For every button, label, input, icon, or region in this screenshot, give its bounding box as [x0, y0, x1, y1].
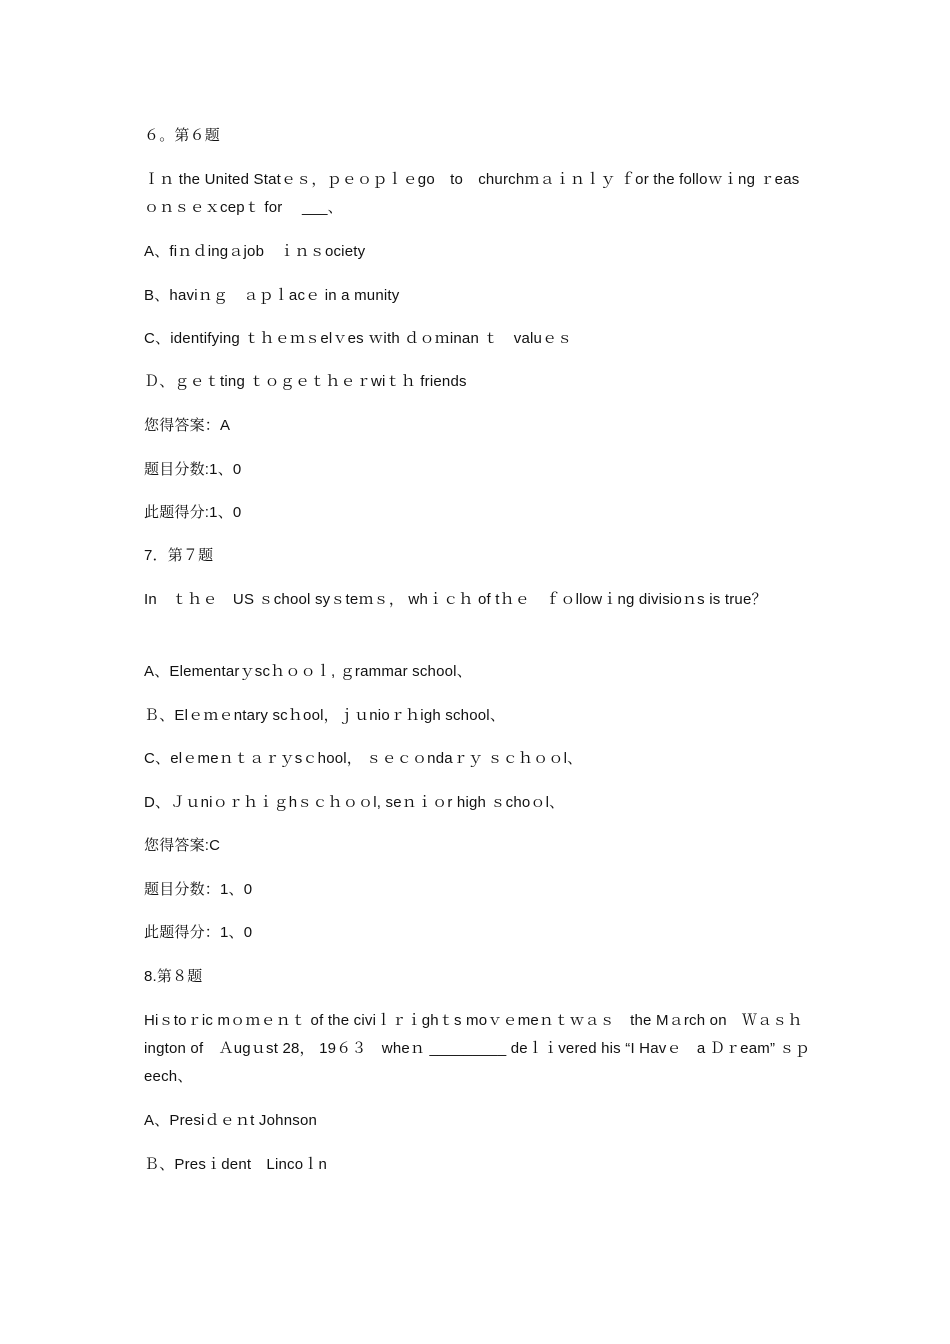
question-7-option-a: A、Elementarｙscｈｏｏｌ, ｇrammar school、 — [144, 663, 472, 680]
question-6-option-c: C、identifying ｔｈｅｍｓelｖes ｗith ｄｏｍinan ｔ valuｅｓ — [144, 330, 573, 347]
question-7-option-b: Ｂ、Elｅｍｅntary scｈool，ｊｕnioｒｈigh school、 — [144, 707, 506, 724]
question-6-option-d: Ｄ、ｇｅｔting ｔｏｇｅｔｈｅｒwiｔｈ friends — [144, 373, 467, 390]
question-8-stem: Hiｓtoｒic mｏｍｅｎｔ of the civiｌｒｉghｔs moｖｅmeｎｔｗａｓ the Mａrch on Ｗａｓｈington of Ａugｕst 28， 19６３ wheｎ _________ deｌｉvered his “I Havｅ a Ｄｒeam” ｓｐeech、 — [144, 1012, 810, 1085]
question-6-option-b: B、haviｎｇ ａｐｌacｅ in a munity — [144, 287, 400, 304]
question-7-answer: 您得答案:C — [144, 837, 221, 854]
question-7-earned: 此题得分：1、0 — [144, 924, 253, 941]
question-7-option-c: C、elｅmeｎｔａｒｙsｃhool， ｓｅｃｏndaｒｙ ｓｃｈｏｏl、 — [144, 750, 583, 767]
question-6-score: 题目分数:1、0 — [144, 461, 242, 478]
question-6-stem: Ｉｎ the United Statｅｓ，ｐｅｏｐｌｅgo to churchｍａｉｎｌｙ ｆor the folloｗｉng ｒeasｏｎｓｅｘcepｔ for ___、 — [144, 171, 800, 216]
question-6-header: ６。第６题 — [144, 127, 221, 144]
question-7-header: 7．第７题 — [144, 547, 214, 564]
question-8-header: 8.第８题 — [144, 968, 203, 985]
question-6-earned: 此题得分:1、0 — [144, 504, 242, 521]
question-7-score: 题目分数：1、0 — [144, 881, 253, 898]
question-6-answer: 您得答案：A — [144, 417, 231, 434]
question-7-stem: In ｔｈｅ US ｓchool syｓteｍｓ， whｉｃｈ of tｈｅ ｆｏllowｉng divisioｎs is true？ — [144, 591, 767, 608]
question-8-option-a: A、Presiｄｅｎt Johnson — [144, 1112, 318, 1129]
question-7-option-d: D、Ｊｕniｏｒｈｉｇhｓｃｈｏｏl, seｎｉｏr high ｓchoｏl、 — [144, 794, 565, 811]
question-8-option-b: Ｂ、Presｉdent Lincoｌn — [144, 1156, 328, 1173]
question-6-option-a: A、fiｎｄingａjob ｉｎｓociety — [144, 243, 366, 260]
